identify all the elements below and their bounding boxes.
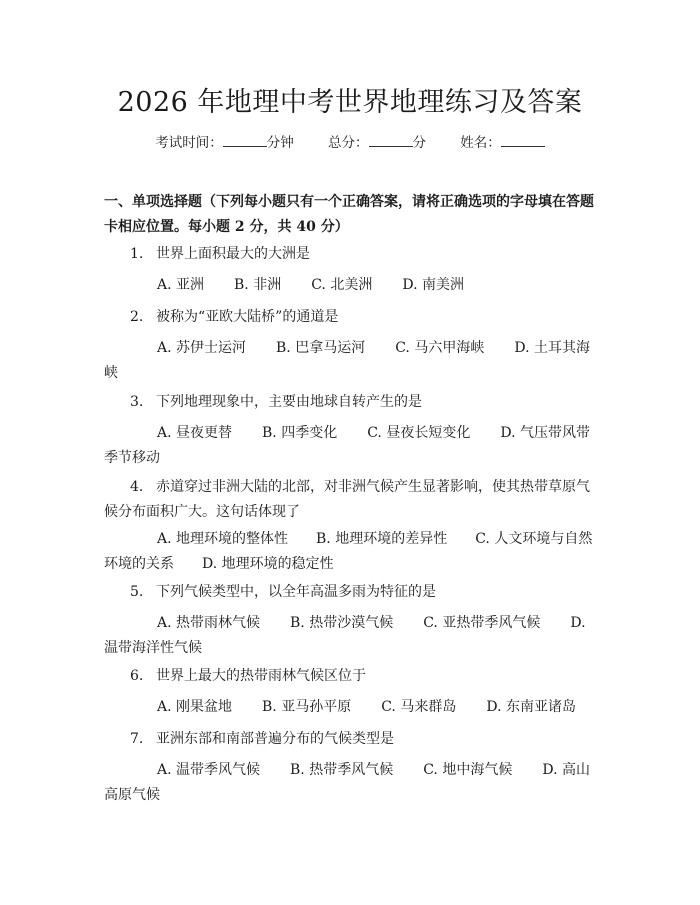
document-title: 2026 年地理中考世界地理练习及答案: [117, 87, 583, 118]
time-unit: 分钟: [266, 135, 294, 151]
option-c: C. 亚热带季风气候: [423, 615, 541, 631]
question-stem: 世界上最大的热带雨林气候区位于: [156, 668, 366, 684]
question-4: [104, 475, 599, 525]
question-stem: 下列气候类型中，以全年高温多雨为特征的是: [156, 584, 436, 600]
option-a: A. 刚果盆地: [157, 699, 233, 715]
score-label: 总分：: [328, 135, 369, 151]
exam-meta-line: [0, 131, 700, 151]
option-a: A. 亚洲: [157, 277, 205, 293]
option-c: C. 北美洲: [311, 277, 373, 293]
option-b: B. 热带季风气候: [290, 762, 394, 778]
question-2: [104, 305, 599, 330]
option-a: A. 地理环境的整体性: [157, 531, 289, 547]
question-6: [104, 664, 599, 689]
question-number: 3.: [130, 394, 144, 410]
question-number: 7.: [130, 731, 144, 747]
option-b: B. 亚马孙平原: [262, 699, 352, 715]
section-heading: 一、单项选择题（下列每小题只有一个正确答案，请将正确选项的字母填在答题卡相应位置。每小题 2 分，共 40 分）: [104, 194, 594, 235]
option-d: D. 地理环境的稳定性: [202, 556, 334, 572]
option-c: C. 马来群岛: [381, 699, 457, 715]
option-c: C. 地中海气候: [423, 762, 513, 778]
question-7: [104, 727, 599, 752]
question-number: 4.: [130, 479, 144, 495]
question-stem: 被称为“亚欧大陆桥”的通道是: [156, 309, 339, 325]
question-number: 1.: [130, 246, 144, 262]
option-d: D. 土耳其海峡: [104, 340, 590, 381]
question-3: [104, 390, 599, 415]
option-d: D. 东南亚诸岛: [486, 699, 576, 715]
name-blank[interactable]: [501, 134, 545, 147]
question-5: [104, 580, 599, 605]
score-unit: 分: [412, 135, 426, 151]
option-b: B. 四季变化: [262, 425, 338, 441]
option-a: A. 温带季风气候: [157, 762, 261, 778]
option-a: A. 热带雨林气候: [157, 615, 261, 631]
question-number: 2.: [130, 309, 144, 325]
option-c: C. 人文环境与自然环境的关系: [104, 531, 593, 572]
name-field: [460, 135, 545, 151]
option-d: D. 高山高原气候: [104, 762, 590, 803]
option-c: C. 昼夜长短变化: [367, 425, 471, 441]
time-blank[interactable]: [223, 134, 267, 147]
option-c: C. 马六甲海峡: [395, 340, 485, 356]
question-stem: 下列地理现象中，主要由地球自转产生的是: [156, 394, 422, 410]
question-3-options: [104, 421, 599, 471]
question-2-options: [104, 336, 599, 386]
option-b: B. 地理环境的差异性: [316, 531, 448, 547]
option-d: D. 南美洲: [402, 277, 464, 293]
question-1-options: [104, 273, 599, 298]
option-a: A. 苏伊士运河: [157, 340, 247, 356]
question-6-options: [104, 695, 599, 720]
option-a: A. 昼夜更替: [157, 425, 233, 441]
question-1: [104, 242, 599, 267]
score-blank[interactable]: [369, 134, 413, 147]
question-stem: 赤道穿过非洲大陆的北部，对非洲气候产生显著影响，使其热带草原气候分布面积广大。这句话体现了: [104, 479, 590, 520]
option-d: D. 温带海洋性气候: [104, 615, 586, 656]
question-5-options: [104, 611, 599, 661]
option-d: D. 气压带风带季节移动: [104, 425, 590, 466]
question-4-options: [104, 527, 599, 577]
option-b: B. 巴拿马运河: [276, 340, 366, 356]
time-label: 考试时间：: [155, 135, 223, 151]
option-b: B. 非洲: [234, 277, 282, 293]
question-stem: 亚洲东部和南部普遍分布的气候类型是: [156, 731, 394, 747]
question-number: 5.: [130, 584, 144, 600]
question-number: 6.: [130, 668, 144, 684]
question-7-options: [104, 758, 599, 808]
name-label: 姓名：: [460, 135, 501, 151]
time-field: [155, 135, 298, 151]
score-field: [328, 135, 430, 151]
option-b: B. 热带沙漠气候: [290, 615, 394, 631]
question-stem: 世界上面积最大的大洲是: [156, 246, 310, 262]
